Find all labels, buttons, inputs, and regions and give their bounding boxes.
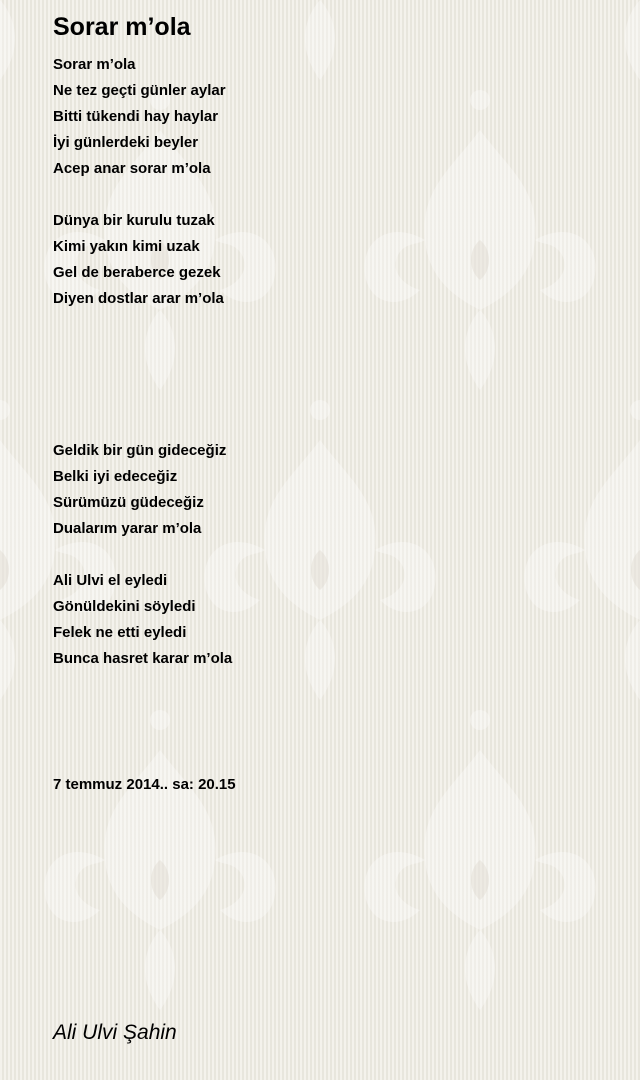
poem-body	[53, 52, 236, 824]
stanza-3	[53, 438, 236, 542]
poem-author: Ali Ulvi Şahin	[53, 1021, 177, 1044]
poem-line: Dünya bir kurulu tuzak	[53, 212, 215, 229]
stanza-2	[53, 208, 236, 312]
poem-line: Gel de beraberce gezek	[53, 264, 221, 281]
poem-line: İyi günlerdeki beyler	[53, 134, 199, 151]
poem-line: Bunca hasret karar m’ola	[53, 650, 233, 667]
poem-line: Dualarım yarar m’ola	[53, 520, 202, 537]
stanza-4	[53, 568, 236, 672]
poem-line: Sorar m’ola	[53, 56, 136, 73]
stanza-1	[53, 52, 236, 182]
poem-title: Sorar m’ola	[53, 13, 191, 41]
poem-line: Kimi yakın kimi uzak	[53, 238, 200, 255]
poem-date: 7 temmuz 2014.. sa: 20.15	[53, 776, 236, 793]
poem-line: Ne tez geçti günler aylar	[53, 82, 226, 99]
poem-line: Acep anar sorar m’ola	[53, 160, 211, 177]
poem-line: Geldik bir gün gideceğiz	[53, 442, 227, 459]
poem-line: Sürümüzü güdeceğiz	[53, 494, 204, 511]
poem-date-block	[53, 772, 236, 798]
poem-line: Bitti tükendi hay haylar	[53, 108, 219, 125]
poem-line: Felek ne etti eyledi	[53, 624, 187, 641]
poem-line: Belki iyi edeceğiz	[53, 468, 178, 485]
poem-line: Ali Ulvi el eyledi	[53, 572, 168, 589]
poem-line: Diyen dostlar arar m’ola	[53, 290, 224, 307]
poem-line: Gönüldekini söyledi	[53, 598, 196, 615]
